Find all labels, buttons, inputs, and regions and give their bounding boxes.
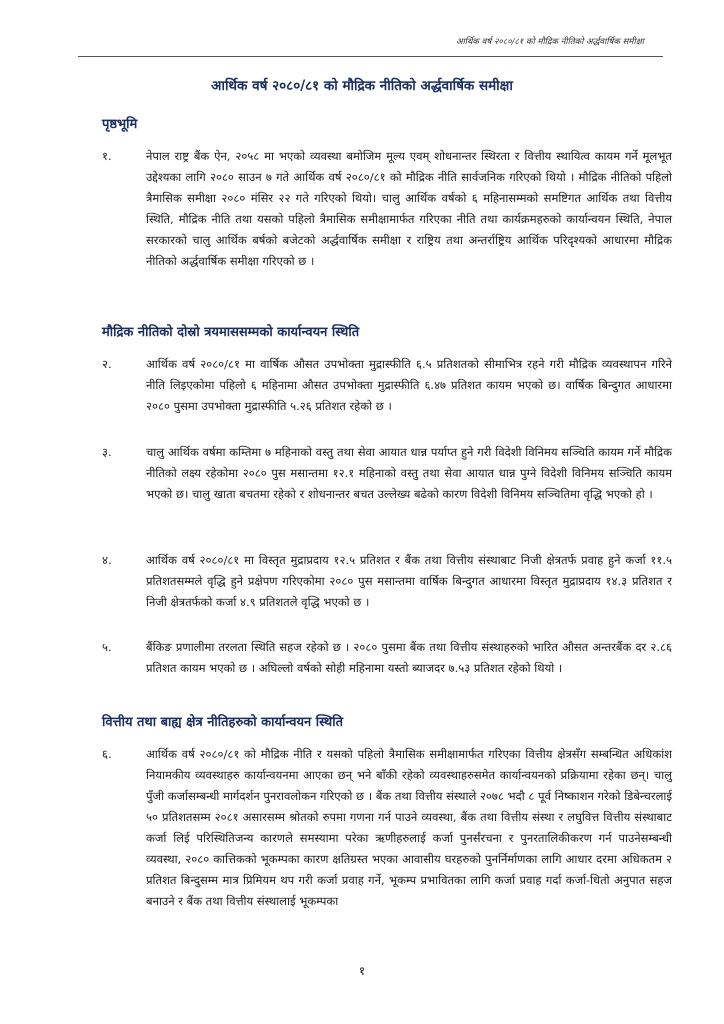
paragraph-number: १. bbox=[102, 149, 112, 163]
paragraph-number: ४. bbox=[102, 553, 112, 567]
paragraph-text: नेपाल राष्ट्र बैंक ऐन, २०५८ मा भएको व्यवस्था बमोजिम मूल्य एवम् शोधनान्तर स्थिरता र वित्तीय स्थायित्व कायम गर्ने मूलभूत उद्देश्यका लागि २०८० साउन ७ गते आर्थिक वर्ष २०८०/८१ को मौद्रिक नीति सार्वजनिक गरिएको थियो । मौद्रिक नीतिको पहिलो त्रैमासिक समीक्षा २०८० मंसिर २२ गते गरिएको थियो। चालु आर्थिक वर्षको ६ महिनासम्मको समष्टिगत आर्थिक तथा वित्तीय स्थिति, मौद्रिक नीति तथा यसको पहिलो त्रैमासिक समीक्षामार्फत गरिएका नीति तथा कार्यक्रमहरुको कार्यान्वयन स्थिति, नेपाल सरकारको चालु आर्थिक बर्षको बजेटको अर्द्धवार्षिक समीक्षा र राष्ट्रिय तथा अन्तर्राष्ट्रिय आर्थिक परिदृश्यको आधारमा मौद्रिक नीतिको अर्द्धवार्षिक समीक्षा गरिएको छ । bbox=[146, 149, 672, 268]
section-heading-financial-external: वित्तीय तथा बाह्य क्षेत्र नीतिहरुको कार्यान्वयन स्थिति bbox=[102, 715, 344, 730]
paragraph-number: २. bbox=[102, 357, 112, 371]
paragraph-text: आर्थिक वर्ष २०८०/८१ को मौद्रिक नीति र यसको पहिलो त्रैमासिक समीक्षामार्फत गरिएका वित्तीय क्षेत्रसँग सम्बन्धित अधिकांश नियामकीय व्यवस्थाहरु कार्यान्वयनमा आएका छन् भने बाँकी रहेको व्यवस्थाहरुसमेत कार्यान्वयनको प्रक्रियामा रहेका छन्। चालु पुँजी कर्जासम्बन्धी मार्गदर्शन पुनरावलोकन गरिएको छ । बैंक तथा वित्तीय संस्थाले २०७८ भदौ ८ पूर्व निष्काशन गरेको डिबेन्चरलाई ५० प्रतिशतसम्म २०८१ असारसम्म श्रोतको रुपमा गणना गर्न पाउने व्यवस्था, बैंक तथा वित्तीय संस्था र लघुवित्त वित्तीय संस्थाबाट कर्जा लिई परिस्थितिजन्य कारणले समस्यामा परेका ऋणीहरुलाई कर्जा पुनर्संरचना र पुनरतालिकीकरण गर्न पाउनेसम्बन्धी व्यवस्था, २०८० कात्तिकको भूकम्पका कारण क्षतिग्रस्त भएका आवासीय घरहरुको पुनर्निर्माणका लागि आधार दरमा अधिकतम २ प्रतिशत बिन्दुसम्म मात्र प्रिमियम थप गरी कर्जा प्रवाह गर्ने, भूकम्प प्रभावितका लागि कर्जा प्रवाह गर्दा कर्जा-धितो अनुपात सहज बनाउने र बैंक तथा वित्तीय संस्थालाई भूकम्पका bbox=[146, 747, 672, 908]
paragraph-number: ३. bbox=[102, 445, 112, 459]
paragraph-number: ६. bbox=[102, 747, 112, 761]
paragraph-text: चालु आर्थिक वर्षमा कम्तिमा ७ महिनाको वस्तु तथा सेवा आयात धान्न पर्याप्त हुने गरी विदेशी विनिमय सञ्चिति कायम गर्ने मौद्रिक नीतिको लक्ष्य रहेकोमा २०८० पुस मसान्तमा १२.१ महिनाको वस्तु तथा सेवा आयात धान्न पुग्ने विदेशी विनिमय सञ्चिति कायम भएको छ। चालु खाता बचतमा रहेको र शोधनान्तर बचत उल्लेख्य बढेको कारण विदेशी विनिमय सञ्चितिमा वृद्धि भएको हो । bbox=[146, 445, 672, 501]
page-number: १ bbox=[358, 964, 366, 978]
paragraph-text: बैंकिङ प्रणालीमा तरलता स्थिति सहज रहेको छ । २०८० पुसमा बैंक तथा वित्तीय संस्थाहरुको भारित औसत अन्तरबैंक दर २.८६ प्रतिशत कायम भएको छ । अघिल्लो वर्षको सोही महिनामा यस्तो ब्याजदर ७.५३ प्रतिशत रहेको थियो । bbox=[146, 640, 672, 675]
running-header: आर्थिक वर्ष २०८०/८१ को मौद्रिक नीतिको अर्द्धवार्षिक समीक्षा bbox=[456, 37, 644, 47]
paragraph-text: आर्थिक वर्ष २०८०/८१ मा विस्तृत मुद्राप्रदाय १२.५ प्रतिशत र बैंक तथा वित्तीय संस्थाबाट निजी क्षेत्रतर्फ प्रवाह हुने कर्जा ११.५ प्रतिशतसम्मले वृद्धि हुने प्रक्षेपण गरिएकोमा २०८० पुस मसान्तमा वार्षिक बिन्दुगत आधारमा विस्तृत मुद्राप्रदाय १४.३ प्रतिशत र निजी क्षेत्रतर्फको कर्जा ४.९ प्रतिशतले वृद्धि भएको छ । bbox=[146, 553, 672, 609]
header-rule bbox=[78, 56, 663, 57]
section-heading-background: पृष्ठभूमि bbox=[102, 117, 138, 132]
section-heading-implementation: मौद्रिक नीतिको दोस्रो त्रयमाससम्मको कार्यान्वयन स्थिति bbox=[102, 325, 360, 340]
paragraph-text: आर्थिक वर्ष २०८०/८१ मा वार्षिक औसत उपभोक्ता मुद्रास्फीति ६.५ प्रतिशतको सीमाभित्र रहने गरी मौद्रिक व्यवस्थापन गरिने नीति लिइएकोमा पहिलो ६ महिनामा औसत उपभोक्ता मुद्रास्फीति ६.४७ प्रतिशत कायम भएको छ। वार्षिक बिन्दुगत आधारमा २०८० पुसमा उपभोक्ता मुद्रास्फीति ५.२६ प्रतिशत रहेको छ । bbox=[146, 357, 672, 413]
paragraph-number: ५. bbox=[102, 640, 112, 654]
document-title: आर्थिक वर्ष २०८०/८१ को मौद्रिक नीतिको अर्द्धवार्षिक समीक्षा bbox=[211, 78, 513, 94]
